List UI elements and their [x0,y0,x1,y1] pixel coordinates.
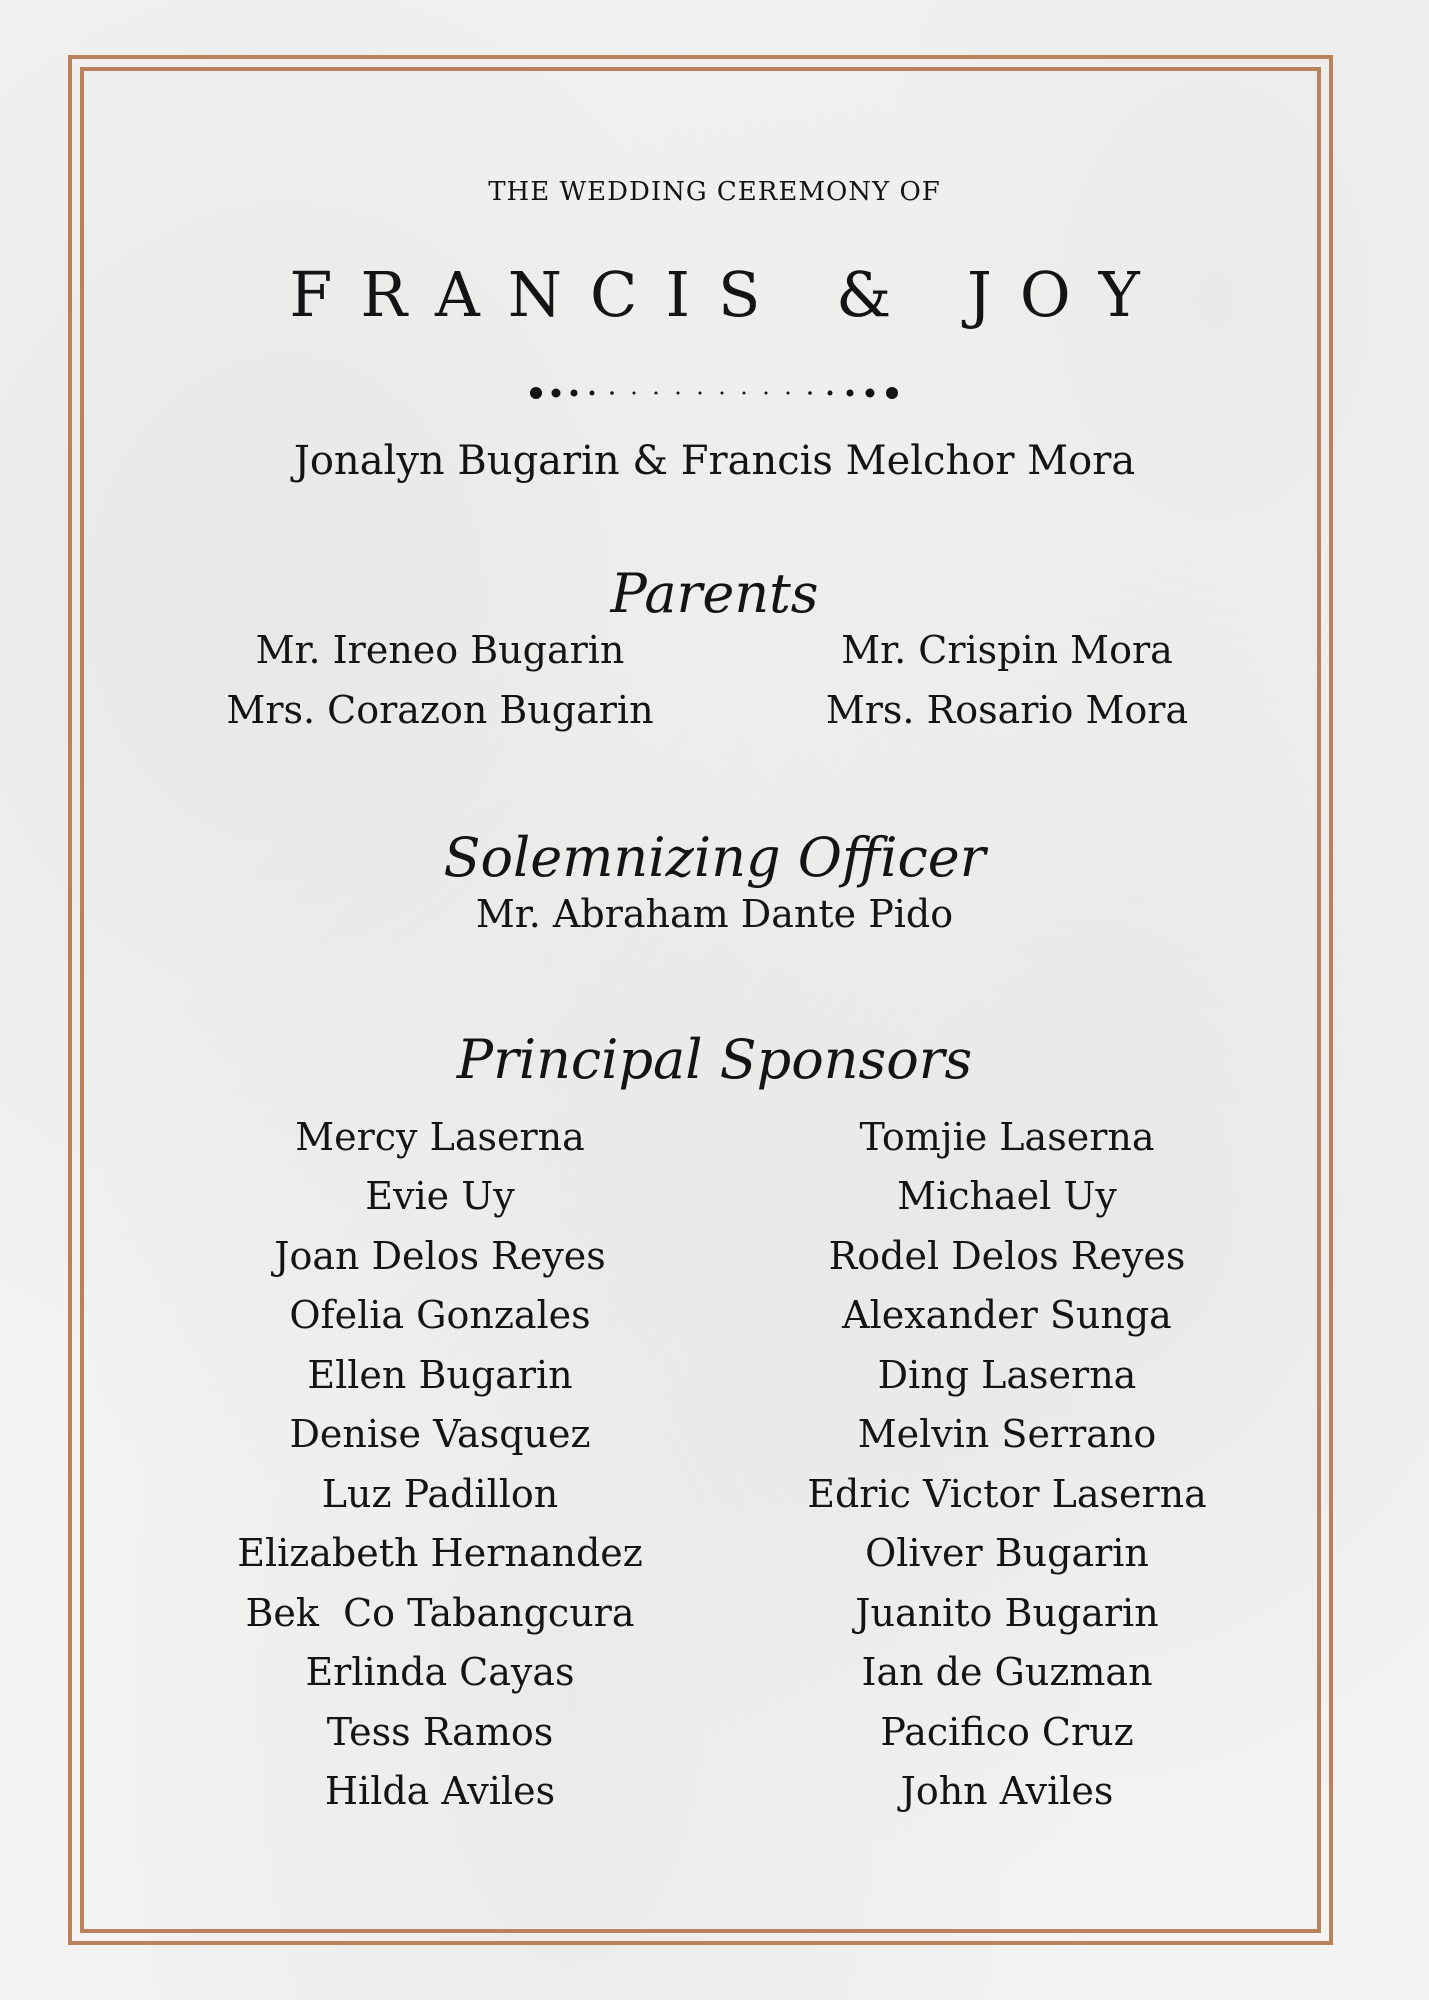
dotted-divider [528,378,902,408]
parent-name: Mrs. Rosario Mora [825,688,1189,732]
sponsor-name: Bek Co Tabangcura [245,1591,635,1635]
sponsor-name: Michael Uy [897,1174,1117,1218]
sponsor-name: Mercy Laserna [295,1115,585,1159]
sponsor-name: Elizabeth Hernandez [237,1531,643,1575]
sponsor-name: Evie Uy [365,1174,515,1218]
sponsor-name: Ofelia Gonzales [289,1293,591,1337]
officer-heading: Solemnizing Officer [443,826,986,889]
sponsor-name: Rodel Delos Reyes [828,1234,1186,1278]
sponsor-name: Erlinda Cayas [305,1650,575,1694]
parent-name: Mr. Ireneo Bugarin [255,628,625,672]
sponsor-name: Tess Ramos [326,1710,554,1754]
couple-full-names: Jonalyn Bugarin & Francis Melchor Mora [293,438,1136,484]
sponsor-name: Melvin Serrano [857,1412,1157,1456]
sponsor-name: Edric Victor Laserna [807,1472,1207,1516]
parent-name: Mr. Crispin Mora [841,628,1173,672]
eyebrow-text: THE WEDDING CEREMONY OF [488,177,941,207]
sponsor-name: Ding Laserna [877,1353,1137,1397]
sponsor-name: Ian de Guzman [861,1650,1153,1694]
sponsor-name: Pacifico Cruz [880,1710,1134,1754]
couple-title: FRANCIS & JOY [289,258,1168,331]
sponsor-name: Luz Padillon [321,1472,559,1516]
sponsor-name: Juanito Bugarin [855,1591,1159,1635]
sponsor-name: Ellen Bugarin [307,1353,573,1397]
sponsor-name: John Aviles [900,1769,1114,1813]
sponsor-name: Hilda Aviles [324,1769,556,1813]
sponsor-name: Tomjie Laserna [859,1115,1155,1159]
parents-heading: Parents [610,562,819,625]
sponsor-name: Oliver Bugarin [865,1531,1149,1575]
officer-name: Mr. Abraham Dante Pido [475,892,954,936]
sponsor-name: Alexander Sunga [842,1293,1172,1337]
parent-name: Mrs. Corazon Bugarin [226,688,654,732]
sponsor-name: Denise Vasquez [289,1412,591,1456]
sponsor-name: Joan Delos Reyes [274,1234,606,1278]
sponsors-heading: Principal Sponsors [456,1028,973,1091]
